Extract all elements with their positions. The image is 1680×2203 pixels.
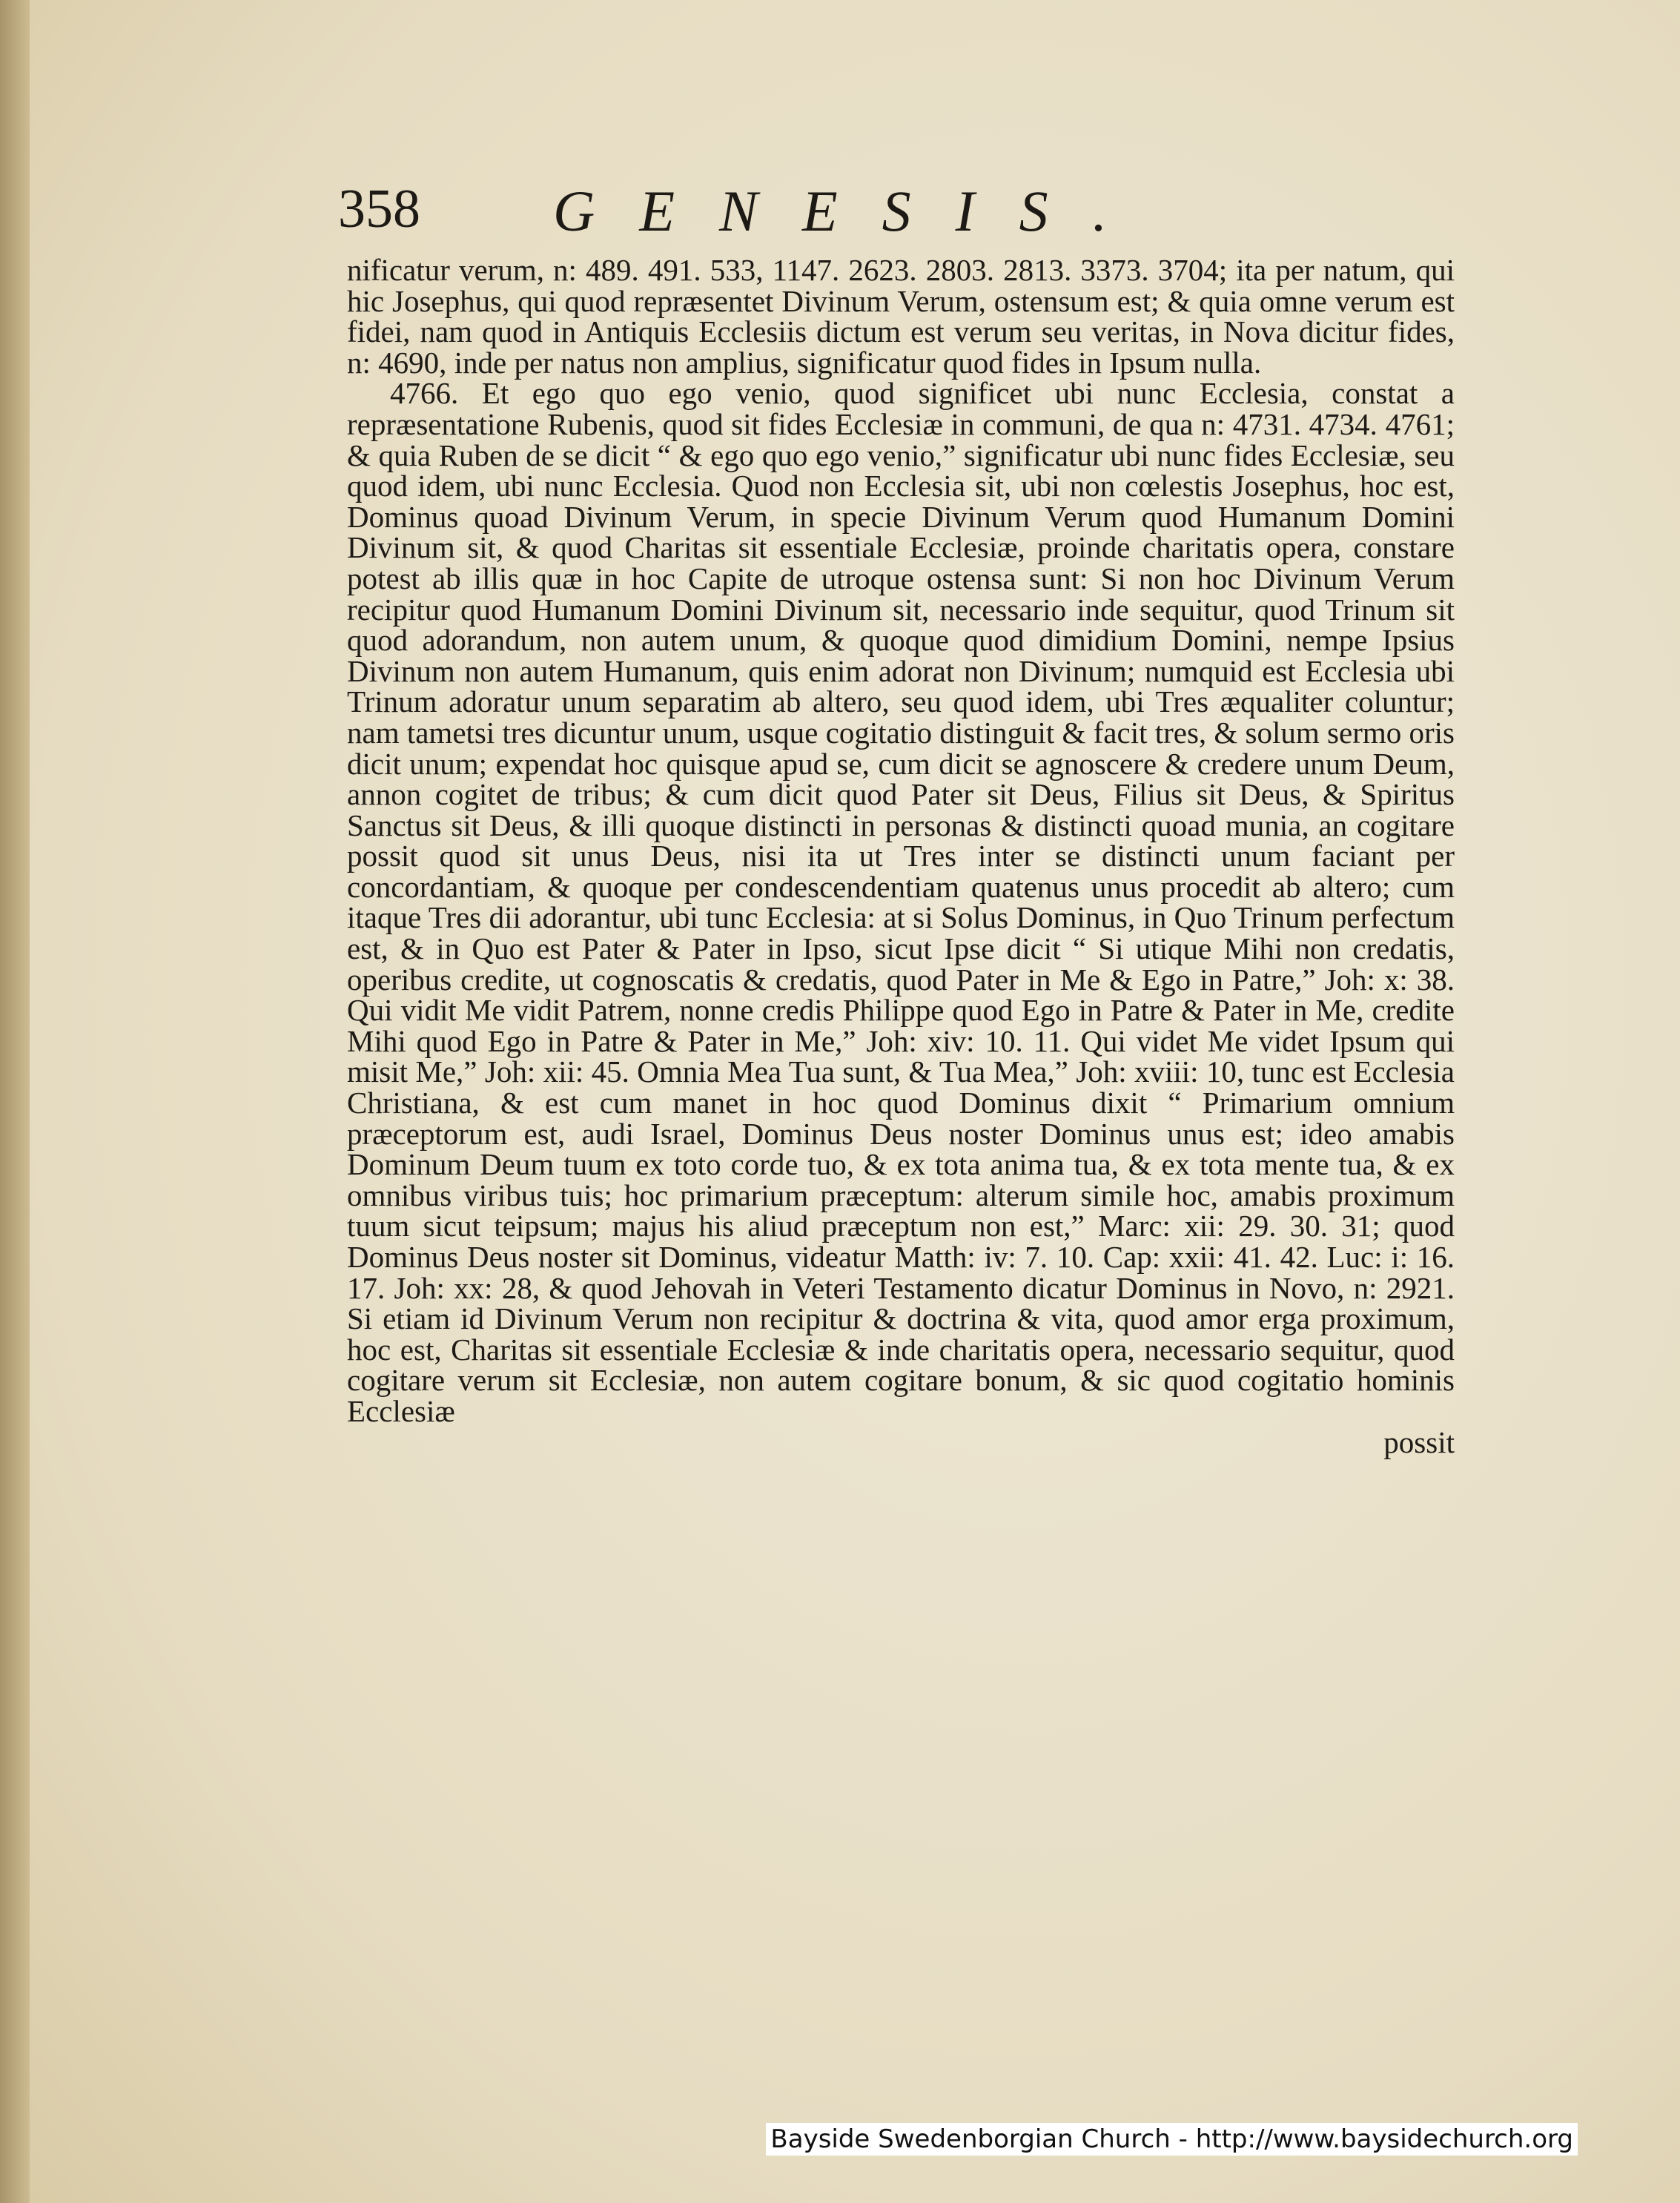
body-text [347, 255, 1455, 1458]
source-credit: Bayside Swedenborgian Church - http://www.baysidechurch.org [766, 2123, 1578, 2156]
paragraph-4766: 4766. Et ego quo ego venio, quod significet ubi nunc Ecclesia, constat a repræsentatione Rubenis, quod sit fides Ecclesiæ in communi, de qua n: 4731. 4734. 4761; & quia Ruben de se dicit “ & ego quo ego venio,” significatur ubi nunc fides Ecclesiæ, seu quod idem, ubi nunc Ecclesia. Quod non Ecclesia sit, ubi non cœlestis Josephus, hoc est, Dominus quoad Divinum Verum, in specie Divinum Verum quod Humanum Domini Divinum sit, & quod Charitas sit essentiale Ecclesiæ, proinde charitatis opera, constare potest ab illis quæ in hoc Capite de utroque ostensa sunt: Si non hoc Divinum Verum recipitur quod Humanum Domini Divinum sit, necessario inde sequitur, quod Trinum sit quod adorandum, non autem unum, & quoque quod dimidium Domini, nempe Ipsius Divinum non autem Humanum, quis enim adorat non Divinum; numquid est Ecclesia ubi Trinum adoratur unum separatim ab altero, seu quod idem, ubi Tres æqualiter coluntur; nam tametsi tres dicuntur unum, usque cogitatio distinguit & facit tres, & solum sermo oris dicit unum; expendat hoc quisque apud se, cum dicit se agnoscere & credere unum Deum, annon cogitet de tribus; & cum dicit quod Pater sit Deus, Filius sit Deus, & Spiritus Sanctus sit Deus, & illi quoque distincti in personas & distincti quoad munia, an cogitare possit quod sit unus Deus, nisi ita ut Tres inter se distincti unum faciant per concordantiam, & quoque per condescendentiam quatenus unus procedit ab altero; cum itaque Tres dii adorantur, ubi tunc Ecclesia: at si Solus Dominus, in Quo Trinum perfectum est, & in Quo est Pater & Pater in Ipso, sicut Ipse dicit “ Si utique Mihi non credatis, operibus credite, ut cognoscatis & credatis, quod Pater in Me & Ego in Patre,” Joh: x: 38. Qui vidit Me vidit Patrem, nonne credis Philippe quod Ego in Patre & Pater in Me, credite Mihi quod Ego in Patre & Pater in Me,” Joh: xiv: 10. 11. Qui videt Me videt Ipsum qui misit Me,” Joh: xii: 45. Omnia Mea Tua sunt, & Tua Mea,” Joh: xviii: 10, tunc est Ecclesia Christiana, & est cum manet in hoc quod Dominus dixit “ Primarium omnium præceptorum est, audi Israel, Dominus Deus noster Dominus unus est; ideo amabis Dominum Deum tuum ex toto corde tuo, & ex tota anima tua, & ex tota mente tua, & ex omnibus viribus tuis; hoc primarium præceptum: alterum simile hoc, amabis proximum tuum sicut teipsum; majus his aliud præceptum non est,” Marc: xii: 29. 30. 31; quod Dominus Deus noster sit Dominus, videatur Matth: iv: 7. 10. Cap: xxii: 41. 42. Luc: i: 16. 17. Joh: xx: 28, & quod Jehovah in Veteri Testamento dicatur Dominus in Novo, n: 2921. Si etiam id Divinum Verum non recipitur & doctrina & vita, quod amor erga proximum, hoc est, Charitas sit essentiale Ecclesiæ & inde charitatis opera, necessario sequitur, quod cogitare verum sit Ecclesiæ, non autem cogitare bonum, & sic quod cogitatio hominis Ecclesiæ [347, 376, 1455, 1428]
running-title: GENESIS. [553, 179, 1152, 243]
catchword: possit [1383, 1424, 1455, 1459]
continuation-paragraph: nificatur verum, n: 489. 491. 533, 1147. 2623. 2803. 2813. 3373. 3704; ita per natum, qui hic Josephus, qui quod repræsentet Divinum Verum, ostensum est; & quia omne verum est fidei, nam quod in Antiquis Ecclesiis dictum est verum seu veritas, in Nova dicitur fides, n: 4690, inde per natus non amplius, significatur quod fides in Ipsum nulla. [347, 253, 1455, 380]
page-number: 358 [338, 179, 420, 240]
book-gutter [0, 0, 30, 2203]
page-header [338, 178, 1450, 252]
